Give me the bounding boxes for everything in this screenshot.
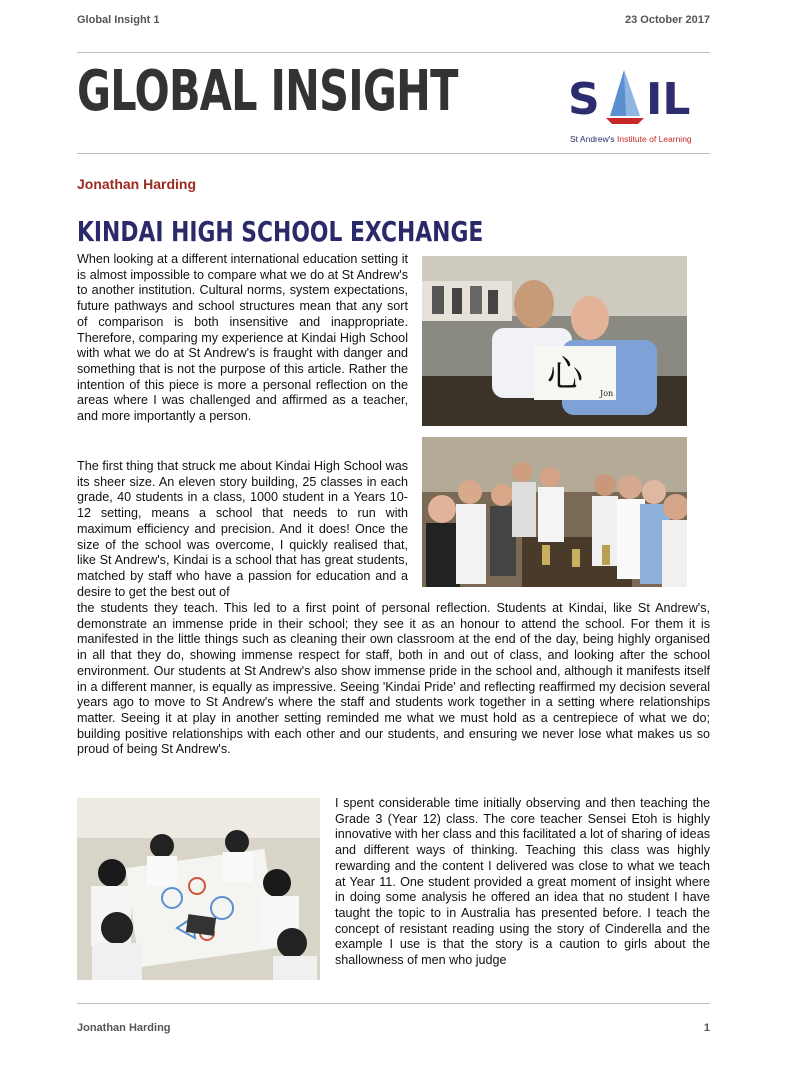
- masthead-divider: [77, 153, 710, 154]
- bottom-divider: [77, 1003, 710, 1004]
- paragraph-teaching: I spent considerable time initially observing and then teaching the Grade 3 (Year 12) class. The core teacher Sensei Etoh is highly innovative with her class and this facilitated a lot of sharing of ideas and different ways of thinking. Teaching this class was highly rewarding and the content I delivered was close to what we teach at Year 11. One student provided a great moment of insight where in doing some analysis he offered an idea that no student I have taught the topic to in Australia has presented before. I teach the concept of resistant reading using the story of Cinderella and the example I use is that the story is a caution to girls about the shallowness of men who judge: [335, 796, 710, 968]
- running-header-date: 23 October 2017: [625, 14, 710, 26]
- photo-calligraphy: [422, 256, 687, 426]
- svg-text:Jon: Jon: [600, 389, 614, 398]
- paragraph-intro: When looking at a different international education setting it is almost impossible to compare what we do at St Andrew's to another institution. Cultural norms, system expectations, future pathways and school structures mean that any sort of comparison is both insensitive and inappropriate. Therefore, comparing my experience at Kindai High School with what we do at St Andrew's is fraught with danger and something that is not the purpose of this article. Rather the intention of this piece is more a personal reflection on the areas where I was challenged and affirmed as a teacher, and more importantly a person.: [77, 252, 408, 424]
- paragraph-pride: the students they teach. This led to a first point of personal reflection. Students at Kindai, like St Andrew's, demonstrate an immense pride in their school; they see it as an honour to attend the school. For them it is manifested in the little things such as cleaning their own classroom at the end of the day, being highly organised in all that they do, showing immense respect for staff, both in and out of class, and looking after the school environment. Our students at St Andrew's also show immense pride in the school and, although it manifests itself in a different manner, is equally as impressive. Seeing 'Kindai Pride' and reflecting reaffirmed my decision several years ago to move to St Andrew's where the staff and students work together in a setting where relationships matter. Seeing it at play in another setting reminded me what we must hold as a centrepiece of what we do; building positive relationships with each other and our students, and ensuring we never lose what makes us so proud of being St Andrew's.: [77, 601, 710, 757]
- masthead-title: GLOBAL INSIGHT: [77, 59, 458, 124]
- article-headline: KINDAI HIGH SCHOOL EXCHANGE: [77, 215, 484, 248]
- sail-logo: [566, 66, 710, 142]
- page-number: 1: [703, 1022, 710, 1034]
- photo-classroom: [77, 798, 320, 980]
- svg-text:IL: IL: [646, 74, 691, 125]
- paragraph-school-size: The first thing that struck me about Kindai High School was its sheer size. An eleven story building, 25 classes in each grade, 40 students in a class, 1000 student in a Years 10-12 setting, means a school that needs to run with maximum efficiency and precision. And it does! Once the size of the school was overcome, I quickly realised that, like St Andrew's, Kindai is a school that has great students, matched by staff who have a passion for education and a desire to get the best out of: [77, 459, 408, 599]
- svg-text:S: S: [568, 74, 600, 125]
- svg-text:心: 心: [547, 354, 584, 395]
- running-header-title: Global Insight 1: [77, 14, 160, 26]
- footer-author: Jonathan Harding: [77, 1022, 171, 1034]
- author-name: Jonathan Harding: [77, 176, 197, 192]
- logo-tagline: St Andrew's Institute of Learning: [570, 134, 692, 144]
- photo-group-dinner: [422, 437, 687, 587]
- sail-logo-icon: [566, 66, 710, 132]
- top-divider: [77, 52, 710, 53]
